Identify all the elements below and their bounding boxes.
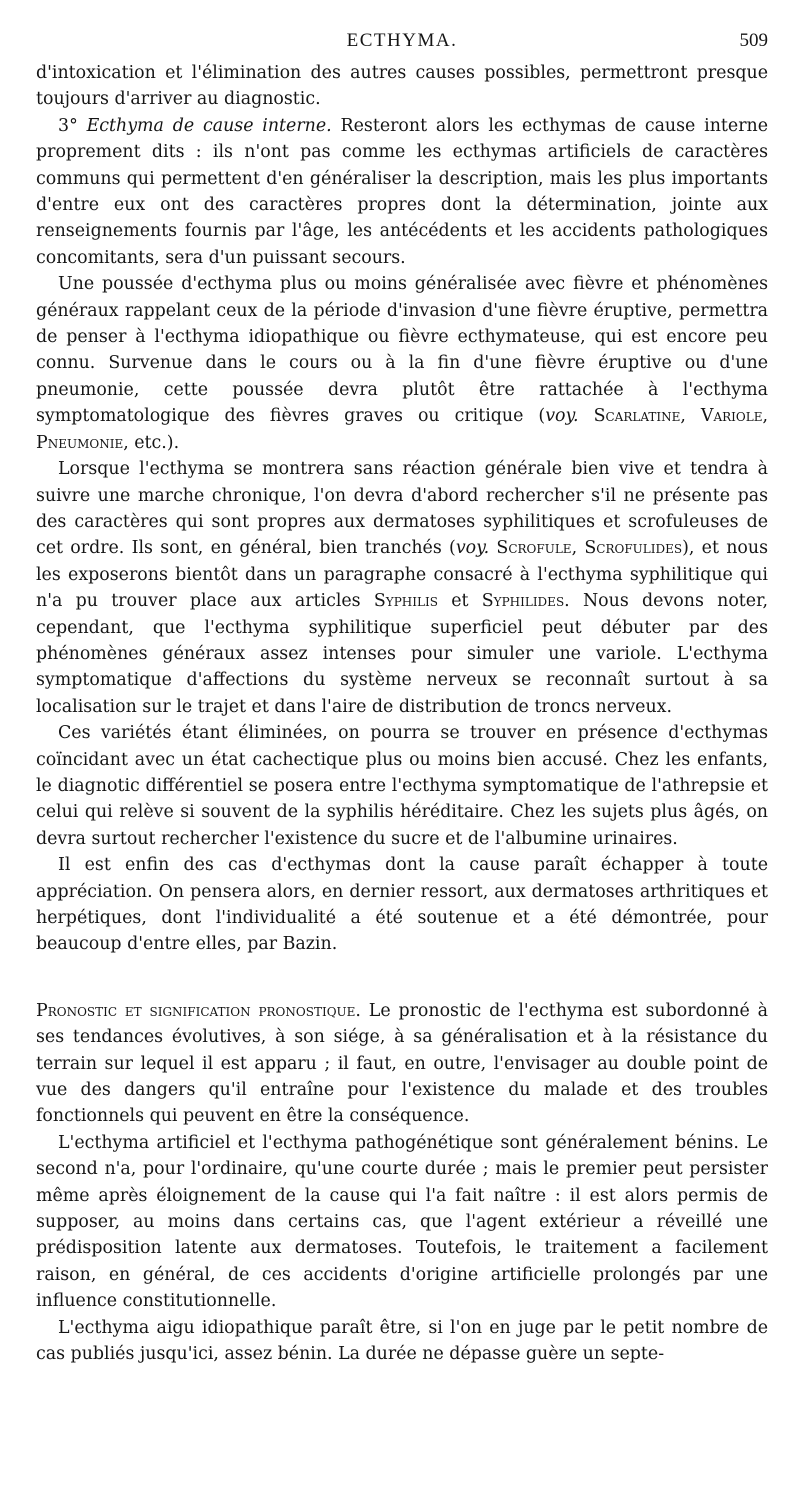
- section-heading: Pronostic et signification pronostique.: [36, 1000, 361, 1021]
- cross-reference: Scrofule: [496, 538, 572, 559]
- paragraph-5: [36, 720, 768, 852]
- paragraph-1: [36, 60, 768, 113]
- paragraph-4: Lorsque l'ecthyma se montrera sans réaction générale bien vive et tendra à suivre une marche chronique, l'on devra d'abord rechercher s'il ne présente pas des caractères qui sont propres aux dermatoses syphilitiques et scrofuleuses de cet ordre. Ils sont, en général, bien tranchés (voy. Scrofule, Scrofulides), et nous les exposerons bientôt dans un paragraphe consacré à l'ecthyma syphilitique qui n'a pu trouver place aux articles Syphilis et Syphilides. Nous devons noter, cependant, que l'ecthyma syphilitique superficiel peut débuter par des phénomènes généraux assez intenses pour simuler une variole. L'ecthyma symptomatique d'affections du système nerveux se reconnaît surtout à sa localisation sur le trajet et dans l'aire de distribution de troncs nerveux.: [36, 459, 769, 717]
- paragraph-6: [36, 852, 768, 958]
- paragraph-9: [36, 1315, 768, 1368]
- cross-reference: Variole: [700, 406, 763, 427]
- running-title: ECTHYMA.: [346, 30, 458, 51]
- section-title: Ecthyma de cause interne.: [86, 115, 332, 136]
- paragraph-3: Une poussée d'ecthyma plus ou moins généralisée avec fièvre et phénomènes généraux rappelant ceux de la période d'invasion d'une fièvre éruptive, permettra de penser à l'ecthyma idiopathique ou fièvre ecthymateuse, qui est encore peu connu. Survenue dans le cours ou à la fin d'une fièvre éruptive ou d'une pneumonie, cette poussée devra plutôt être rattachée à l'ecthyma symptomatologique des fièvres graves ou critique (voy. Scarlatine, Variole, Pneumonie, etc.).: [36, 274, 768, 453]
- voy-reference: voy.: [455, 538, 490, 559]
- paragraph-4-text: Lorsque l'ecthyma se montrera sans réaction générale bien vive et tendra à suivre une marche chronique, l'on devra d'abord rechercher s'il ne présente pas des caractères qui sont propres aux dermatoses syphilitiques et scrofuleuses de cet ordre. Ils sont, en général, bien tranchés (: [36, 459, 768, 559]
- body-text: [36, 60, 768, 1368]
- paragraph-7: [36, 998, 768, 1130]
- cross-reference: Scarlatine: [593, 406, 681, 427]
- voy-reference: voy.: [545, 406, 579, 427]
- paragraph-8-text: L'ecthyma artificiel et l'ecthyma pathogénétique sont généralement bénins. Le second n'a, pour l'ordinaire, qu'une courte durée ; mais le premier peut persister même après éloignement de la cause qui l'a fait naître : il est alors permis de supposer, au moins dans certains cas, que l'agent extérieur a réveillé une prédisposition latente aux dermatoses. Toutefois, le traitement a facilement raison, en général, de ces accidents d'origine artificielle prolongés par une influence constitutionnelle.: [36, 1132, 768, 1312]
- paragraph-7-text: Le pronostic de l'ecthyma est subordonné à ses tendances évolutives, à son siége, à sa généralisation et à la résistance du terrain sur lequel il est apparu ; il faut, en outre, l'envisager au double point de vue des dangers qu'il entraîne pour l'existence du malade et des troubles fonctionnels qui peuvent en être la conséquence.: [36, 1000, 768, 1127]
- page-number: 509: [739, 30, 768, 51]
- paragraph-4-text-b: ), et nous les exposerons bientôt dans un paragraphe consacré à l'ecthyma syphilitique qui n'a pu trouver place aux articles: [36, 538, 768, 612]
- cross-reference: Pneumonie: [36, 432, 124, 453]
- section-number: 3°: [58, 115, 78, 136]
- paragraph-8: [36, 1130, 768, 1315]
- conjunction: et: [451, 591, 469, 612]
- cross-reference: Syphilis: [373, 591, 438, 612]
- paragraph-2: [36, 113, 768, 271]
- paragraph-4-text-c: . Nous devons noter, cependant, que l'ecthyma syphilitique superficiel peut débuter par des phénomènes généraux assez intenses pour simuler une variole. L'ecthyma symptomatique d'affections du système nerveux se reconnaît surtout à sa localisation sur le trajet et dans l'aire de distribution de troncs nerveux.: [36, 591, 769, 717]
- paragraph-9-text: L'ecthyma aigu idiopathique paraît être, si l'on en juge par le petit nombre de cas publiés jusqu'ici, assez bénin. La durée ne dépasse guère un septe-: [36, 1317, 768, 1365]
- paragraph-5-text: Ces variétés étant éliminées, on pourra se trouver en présence d'ecthymas coïncidant avec un état cachectique plus ou moins bien accusé. Chez les enfants, le diagnotic différentiel se posera entre l'ecthyma symptomatique de l'athrepsie et celui qui relève si souvent de la syphilis héréditaire. Chez les sujets plus âgés, on devra surtout rechercher l'existence du sucre et de l'albumine urinaires.: [36, 723, 768, 849]
- cross-reference: Scrofulides: [584, 538, 683, 559]
- paragraph-3-text: Une poussée d'ecthyma plus ou moins généralisée avec fièvre et phénomènes généraux rappelant ceux de la période d'invasion d'une fièvre éruptive, permettra de penser à l'ecthyma idiopathique ou fièvre ecthymateuse, qui est encore peu connu. Survenue dans le cours ou à la fin d'une fièvre éruptive ou d'une pneumonie, cette poussée devra plutôt être rattachée à l'ecthyma symptomatologique des fièvres graves ou critique (: [36, 274, 768, 427]
- paragraph-3-end: , etc.).: [123, 432, 180, 453]
- cross-reference: Syphilides: [481, 591, 565, 612]
- running-head: [36, 30, 768, 58]
- paragraph-1-text: d'intoxication et l'élimination des autres causes possibles, permettront presque toujours d'arriver au diagnostic.: [36, 63, 768, 110]
- paragraph-6-text: Il est enfin des cas d'ecthymas dont la cause paraît échapper à toute appréciation. On pensera alors, en dernier ressort, aux dermatoses arthritiques et herpétiques, dont l'individualité a été soutenue et a été démontrée, pour beaucoup d'entre elles, par Bazin.: [36, 855, 768, 955]
- paragraph-2-text: Resteront alors les ecthymas de cause interne proprement dits : ils n'ont pas comme les ecthymas artificiels de caractères communs qui permettent d'en généraliser la description, mais les plus importants d'entre eux ont des caractères propres dont la détermination, jointe aux renseignements fournis par l'âge, les antécédents et les accidents pathologiques concomitants, sera d'un puissant secours.: [36, 115, 769, 268]
